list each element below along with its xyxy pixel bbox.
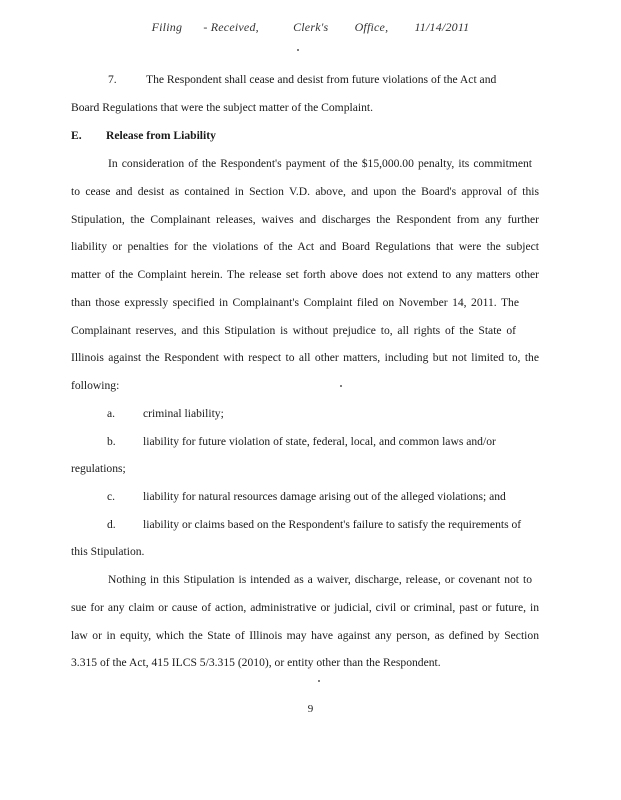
paragraph-2-line-3: law or in equity, which the State of Illinois may have against any person, as defined by Section <box>71 629 539 642</box>
paragraph-1-line-3: Stipulation, the Complainant releases, waives and discharges the Respondent from any further <box>71 213 539 226</box>
item-7-text: The Respondent shall cease and desist from future violations of the Act and <box>146 73 497 86</box>
paragraph-2-line-1: Nothing in this Stipulation is intended as a waiver, discharge, release, or covenant not to <box>108 573 532 586</box>
list-item-c <box>107 490 535 504</box>
paragraph-1-line-5: matter of the Complaint herein. The release set forth above does not extend to any matters other <box>71 268 539 281</box>
stamp-date: 11/14/2011 <box>414 20 470 34</box>
list-item-c-letter: c. <box>107 490 116 503</box>
stamp-office: Office, <box>354 20 389 34</box>
list-item-d-text: liability or claims based on the Respondent's failure to satisfy the requirements of <box>143 518 522 531</box>
list-item-b-continuation: regulations; <box>71 462 126 475</box>
section-e-heading <box>71 129 539 143</box>
list-item-c-text: liability for natural resources damage arising out of the alleged violations; and <box>143 490 506 503</box>
paragraph-1-line-1: In consideration of the Respondent's payment of the $15,000.00 penalty, its commitment <box>108 157 532 170</box>
paragraph-2-line-4: 3.315 of the Act, 415 ILCS 5/3.315 (2010), or entity other than the Respondent. <box>71 656 441 669</box>
page-number: 9 <box>307 703 314 715</box>
filing-stamp-header <box>0 20 621 35</box>
list-item-b <box>107 435 535 449</box>
scan-speck <box>318 680 320 682</box>
paragraph-2-line-2: sue for any claim or cause of action, administrative or judicial, civil or criminal, past or future, in <box>71 601 539 614</box>
item-7-number: 7. <box>108 73 117 86</box>
list-item-a <box>107 407 575 421</box>
list-item-a-text: criminal liability; <box>143 407 224 420</box>
scan-speck <box>340 385 342 387</box>
section-e-letter: E. <box>71 129 82 142</box>
paragraph-1-line-2: to cease and desist as contained in Section V.D. above, and upon the Board's approval of this <box>71 185 539 198</box>
paragraph-1-line-4: liability or penalties for the violations of the Act and Board Regulations that were the subject <box>71 240 539 253</box>
item-7-line-1 <box>71 73 539 87</box>
list-item-d <box>107 518 535 532</box>
item-7-line-2: Board Regulations that were the subject matter of the Complaint. <box>71 101 374 114</box>
scan-speck <box>297 49 299 51</box>
list-item-d-letter: d. <box>107 518 116 531</box>
paragraph-1-line-9: following: <box>71 379 120 392</box>
list-item-d-continuation: this Stipulation. <box>71 545 145 558</box>
stamp-clerks: Clerk's <box>293 20 329 34</box>
stamp-received: - Received, <box>203 20 259 34</box>
list-item-b-text: liability for future violation of state, federal, local, and common laws and/or <box>143 435 496 448</box>
paragraph-1-line-8: Illinois against the Respondent with respect to all other matters, including but not limited to, the <box>71 351 539 364</box>
paragraph-1-line-7: Complainant reserves, and this Stipulation is without prejudice to, all rights of the State of <box>71 324 516 337</box>
list-item-a-letter: a. <box>107 407 116 420</box>
stamp-filing: Filing <box>151 20 183 34</box>
paragraph-1-line-6: than those expressly specified in Complainant's Complaint filed on November 14, 2011. The <box>71 296 519 309</box>
section-e-title: Release from Liability <box>106 129 216 142</box>
list-item-b-letter: b. <box>107 435 116 448</box>
